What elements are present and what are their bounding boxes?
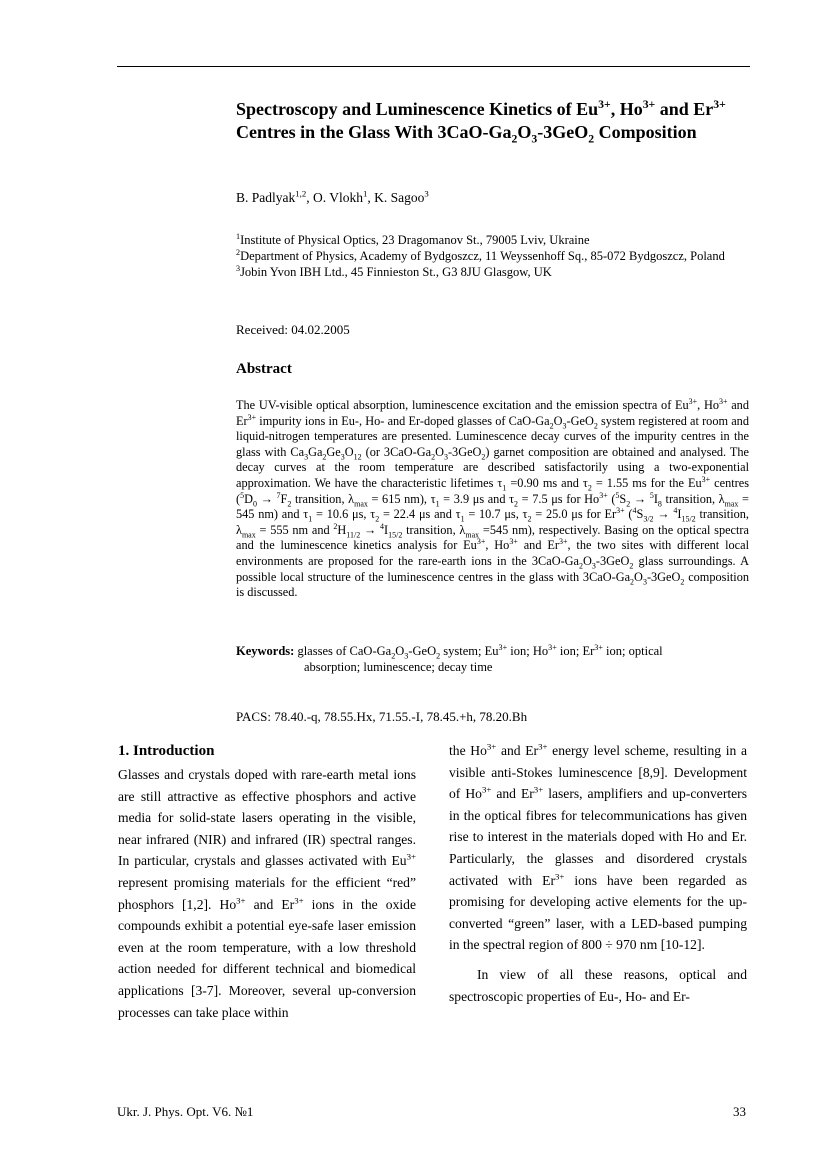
keywords-label: Keywords: bbox=[236, 644, 295, 658]
intro-paragraph-1: Glasses and crystals doped with rare-earth metal ions are still attractive as effective phosphors and active media for solid-state lasers operating in the visible, near infrared (NIR) and infrared (IR) spectral ranges. In particular, crystals and glasses activated with $Eu^{3+}$ represent promising materials for the efficient “red” phosphors [1,2]. $Ho^{3+}$ and $Er^{3+}$ ions in the oxide compounds exhibit a potential eye-safe laser emission even at the room temperature, with a low threshold action needed for different technical and biomedical applications [3-7]. Moreover, several up-conversion processes can take place within bbox=[118, 767, 416, 1020]
intro-paragraph-1-continued: the $Ho^{3+}$ and $Er^{3+}$ energy level scheme, resulting in a visible anti-Stokes luminescence [8,9]. Development of $Ho^{3+}$ and $Er^{3+}$ lasers, amplifiers and up-converters in the optical fibres for telecommunications has given rise to interest in the materials doped with Ho and Er. Particularly, the glasses and disordered crystals activated with $Er^{3+}$ ions have been regarded as promising for developing active elements for the up-converted “green” laser, with a LED-based pumping in the spectral region of 800 ÷ 970 nm [10-12]. bbox=[449, 741, 747, 953]
pacs-codes: PACS: 78.40.-q, 78.55.Hx, 71.55.-I, 78.45.+h, 78.20.Bh bbox=[236, 709, 528, 724]
keywords-line-2: absorption; luminescence; decay time bbox=[304, 660, 493, 674]
section-heading-introduction: 1. Introduction bbox=[118, 743, 215, 759]
intro-paragraph-2: In view of all these reasons, optical and spectroscopic properties of Eu-, Ho- and Er- bbox=[449, 966, 747, 1004]
affiliation-2: $^2$Department of Physics, Academy of Bydgoszcz, 11 Weyssenhoff Sq., 85-072 Bydgoszcz, Poland bbox=[236, 247, 725, 263]
affiliation-3: $^3$Jobin Yvon IBH Ltd., 45 Finnieston St., G3 8JU Glasgow, UK bbox=[236, 263, 552, 279]
left-column bbox=[118, 740, 416, 1023]
keywords bbox=[236, 643, 749, 675]
page-number: 33 bbox=[733, 1104, 746, 1119]
abstract-heading: Abstract bbox=[236, 361, 292, 377]
journal-citation: Ukr. J. Phys. Opt. V6. №1 bbox=[117, 1104, 254, 1119]
right-column bbox=[449, 740, 747, 1007]
paper-title: Spectroscopy and Luminescence Kinetics of $Eu^{3+}$, $Ho^{3+}$ and $Er^{3+}$ Centres in the Glass With $3CaO-Ga_2O_3-3GeO_2$ Composition bbox=[236, 98, 726, 146]
affiliation-1: $^1$Institute of Physical Optics, 23 Dragomanov St., 79005 Lviv, Ukraine bbox=[236, 231, 590, 247]
received-date: Received: 04.02.2005 bbox=[236, 322, 350, 337]
abstract-body: The UV-visible optical absorption, luminescence excitation and the emission spectra of $Eu^{3+}$, $Ho^{3+}$ and $Er^{3+}$ impurity ions in Eu-, Ho- and Er-doped glasses of CaO-$Ga_2O_3-GeO_2$ system registered at room and liquid-nitrogen temperatures are presented. Luminescence decay curves of the impurity centres in the glass with $Ca_3Ga_2Ge_3O_{12}$ (or $3CaO-Ga_2O_3-3GeO_2$) garnet composition are obtained and analysed. The decay curves at the room temperature are described satisfactorily using a two-exponential approximation. We have the characteristic lifetimes $\tau_1 =0.90$ ms and $\tau_2 = 1.55$ ms for the $Eu^{3+}$ centres ($^5D_0 \to ^7F_2$ transition, $\lambda_{max} = 615$ nm), $\tau_1 = 3.9$ μs and $\tau_2 = 7.5$ μs for $Ho^{3+}$ ($^5S_2 \to ^5I_8$ transition, $\lambda_{max} = 545$ nm) and $\tau_1 = 10.6$ μs, $\tau_2 = 22.4$ μs and $\tau_1 = 10.7$ μs, $\tau_2 = 25.0$ μs for $Er^{3+}$ ($^4S_{3/2} \to ^4I_{15/2}$ transition, $\lambda_{max} = 555$ nm and $^2H_{11/2} \to ^4I_{15/2}$ transition, $\lambda_{max} =545$ nm), respectively. Basing on the optical spectra and the luminescence kinetics analysis for $Eu^{3+}$, $Ho^{3+}$ and $Er^{3+}$, the two sites with different local environments are proposed for the rare-earth ions in the $3CaO-Ga_2O_3-3GeO_2$ glass surroundings. A possible local structure of the luminescence centres in the glass with $3CaO-Ga_2O_3-3GeO_2$ composition is discussed. bbox=[236, 396, 750, 600]
keywords-line-1: glasses of CaO-$Ga_2O_3-GeO_2$ system; $Eu^{3+}$ ion; $Ho^{3+}$ ion; $Er^{3+}$ ion; optical bbox=[297, 642, 663, 661]
author-list: B. Padlyak$^{1,2}$, O. Vlokh$^1$, K. Sagoo$^3$ bbox=[236, 188, 429, 205]
affiliations bbox=[236, 232, 751, 280]
header-rule bbox=[117, 66, 750, 67]
